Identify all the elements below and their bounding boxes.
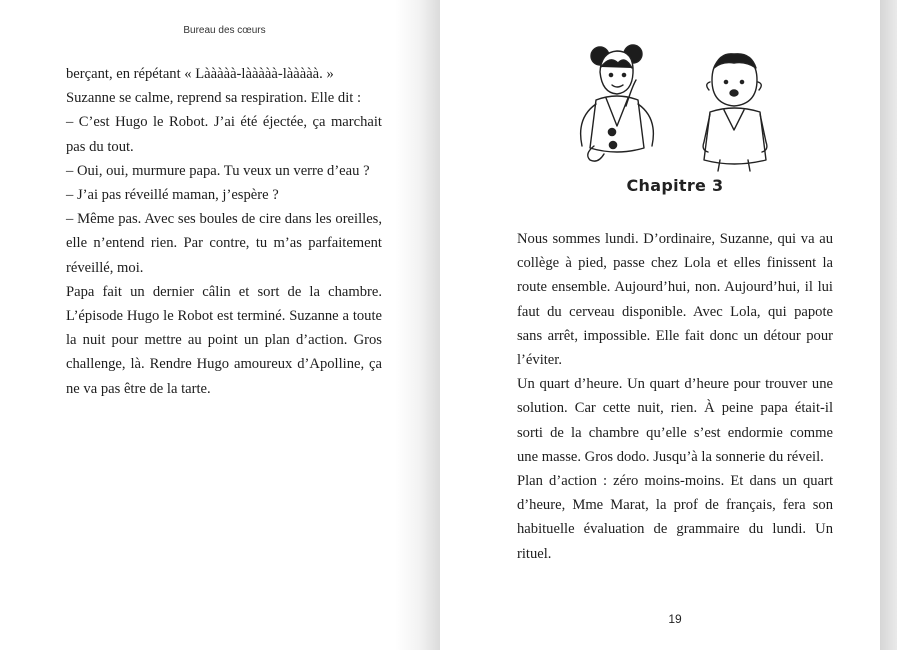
- paragraph: Un quart d’heure. Un quart d’heure pour trouver une solution. Car cette nuit, rien. À peine papa était-il sorti de la chambre qu’elle s’est endormie comme une masse. Gros dodo. Jusqu’à la sonnerie du réveil.: [517, 376, 833, 465]
- right-page-text: [517, 227, 833, 566]
- page-number: 19: [668, 612, 682, 626]
- paragraph: – C’est Hugo le Robot. J’ai été éjectée, ça marchait pas du tout.: [66, 114, 382, 155]
- chapter-title: Chapitre 3: [626, 176, 724, 195]
- paragraph: Nous sommes lundi. D’ordinaire, Suzanne, qui va au collège à pied, passe chez Lola et elles finissent la route ensemble. Aujourd’hui, non. Aujourd’hui, il lui faut du cerveau disponible. Avec Lola, qui papote sans arrêt, impossible. Elle fait donc un détour pour l’éviter.: [517, 231, 833, 369]
- paragraph: – Oui, oui, murmure papa. Tu veux un verre d’eau ?: [66, 162, 370, 179]
- paragraph: Suzanne se calme, reprend sa respiration. Elle dit :: [66, 90, 362, 107]
- left-page: [0, 0, 440, 650]
- paragraph: Plan d’action : zéro moins-moins. Et dans un quart d’heure, Mme Marat, la prof de français, fera son habituelle évaluation de grammaire du lundi. Un rituel.: [517, 473, 833, 562]
- paragraph: – J’ai pas réveillé maman, j’espère ?: [66, 187, 279, 204]
- running-header: Bureau des cœurs: [183, 25, 266, 36]
- two-children-illustration-icon: [570, 42, 785, 172]
- paragraph: berçant, en répétant « Lààààà-lààààà-lààààà. »: [66, 66, 334, 82]
- gutter-shadow-left: [395, 0, 440, 650]
- paragraph: Papa fait un dernier câlin et sort de la chambre. L’épisode Hugo le Robot est terminé. Suzanne a toute la nuit pour mettre au point un plan d’action. Gros challenge, là. Rendre Hugo amoureux d’Apolline, ça ne va pas être de la tarte.: [66, 283, 382, 397]
- right-page: [440, 0, 897, 650]
- paragraph: – Même pas. Avec ses boules de cire dans les oreilles, elle n’entend rien. Par contre, tu m’as parfaitement réveillé, moi.: [66, 211, 382, 276]
- gutter-shadow-right: [880, 0, 897, 650]
- left-page-text: [66, 62, 382, 401]
